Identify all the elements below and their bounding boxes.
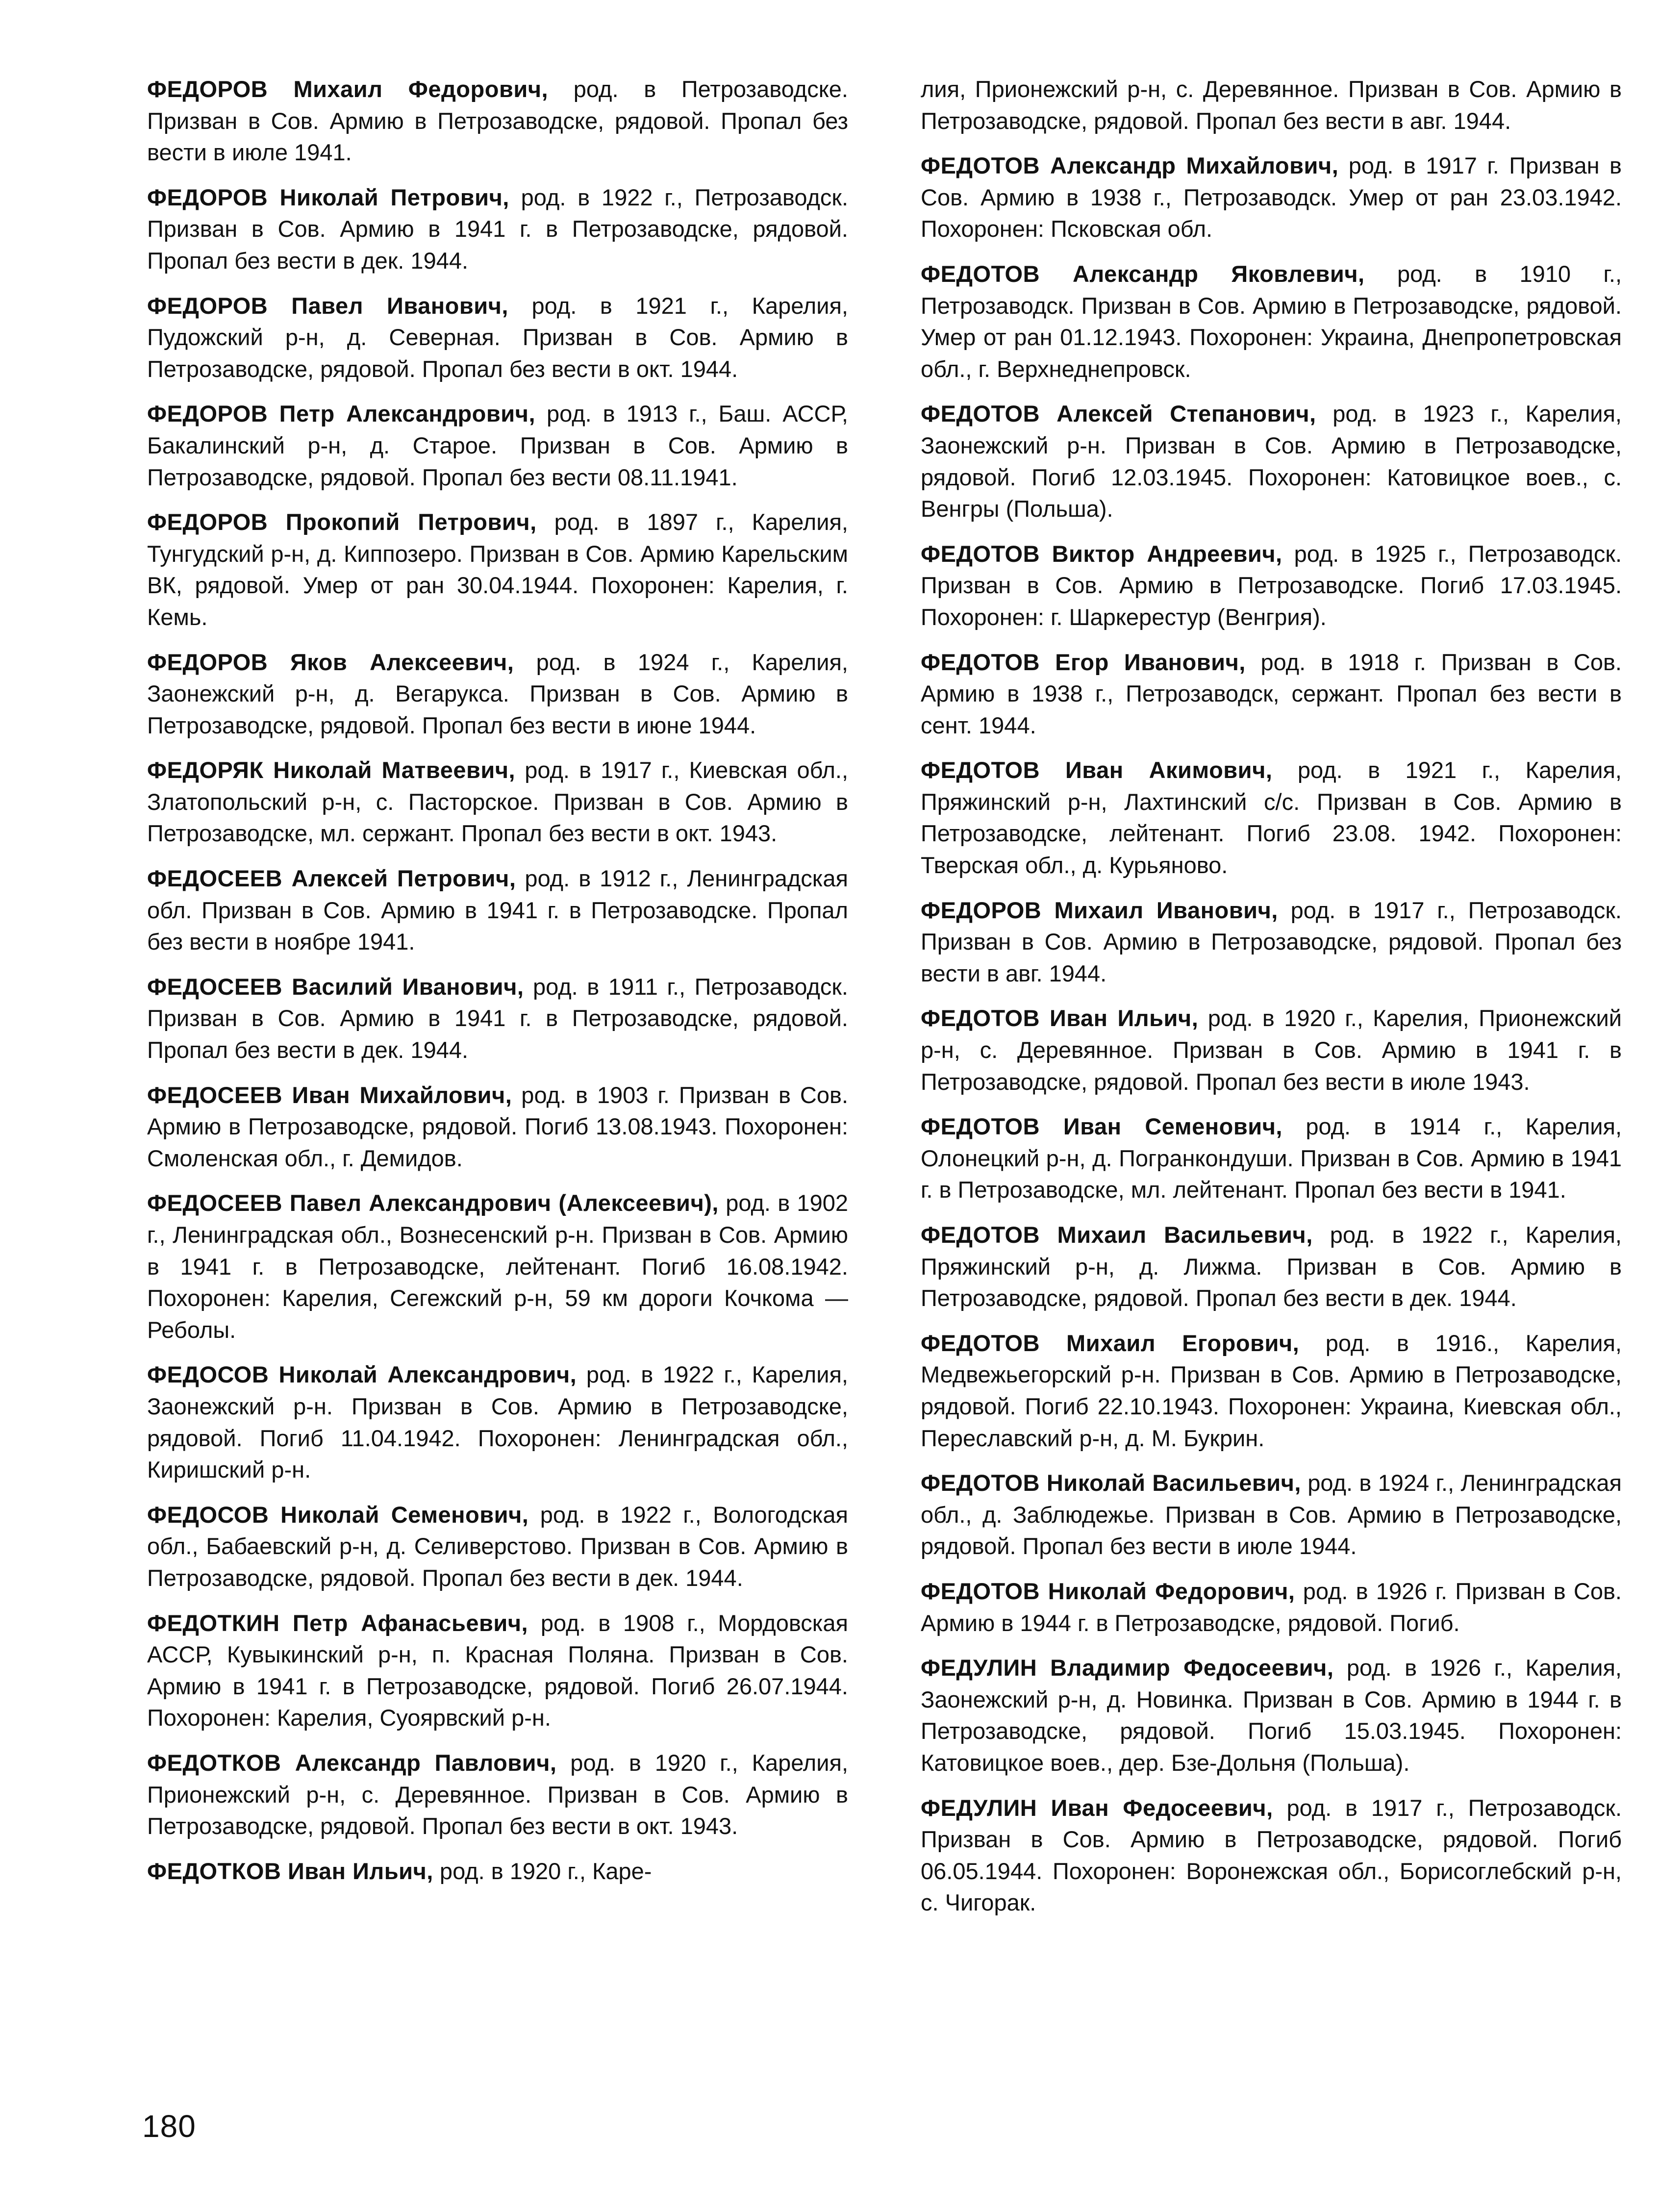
entry bbox=[147, 398, 848, 493]
entry-text: род. в Петрозаводске. Призван в Сов. Армию в Петрозаводске, рядовой. Пропал без вести в июле 1941. bbox=[147, 76, 848, 166]
entry bbox=[921, 1003, 1622, 1098]
entry-text: род. в 1926 г. Призван в Сов. Армию в 1944 г. в Петрозаводске, рядовой. Погиб. bbox=[921, 1578, 1622, 1636]
entry bbox=[921, 1467, 1622, 1562]
entry-text: род. в 1913 г., Баш. АССР, Бакалинский р-н, д. Старое. Призван в Сов. Армию в Петрозаводске, рядовой. Пропал без вести 08.11.1941. bbox=[147, 401, 848, 490]
entry-name: ФЕДОРОВ Михаил Иванович, bbox=[921, 897, 1278, 923]
entry bbox=[147, 506, 848, 633]
entry bbox=[147, 1499, 848, 1594]
entry-text: род. в 1916., Карелия, Медвежьегорский р-н. Призван в Сов. Армию в Петрозаводске, рядовой. Погиб 22.10.1943. Похоронен: Украина, Киевская обл., Переславский р-н, д. М. Букрин. bbox=[921, 1330, 1622, 1451]
entry bbox=[921, 1219, 1622, 1314]
entry-text: род. в 1922 г., Карелия, Заонежский р-н. Призван в Сов. Армию в Петрозаводске, рядовой. Погиб 11.04.1942. Похоронен: Ленинградская обл., Киришский р-н. bbox=[147, 1361, 848, 1483]
entry-name: ФЕДУЛИН Владимир Федосеевич, bbox=[921, 1655, 1334, 1681]
entry bbox=[921, 1111, 1622, 1206]
entry bbox=[921, 1652, 1622, 1779]
entry bbox=[921, 150, 1622, 245]
entry bbox=[921, 895, 1622, 990]
entry-text: род. в 1897 г., Карелия, Тунгудский р-н, д. Киппозеро. Призван в Сов. Армию Карельским ВК, рядовой. Умер от ран 30.04.1944. Похоронен: Карелия, г. Кемь. bbox=[147, 509, 848, 630]
entry-name: ФЕДОРЯК Николай Матвеевич, bbox=[147, 757, 516, 783]
entry bbox=[921, 258, 1622, 385]
entry-text: род. в 1914 г., Карелия, Олонецкий р-н, д. Погранкондуши. Призван в Сов. Армию в 1941 г. в Петрозаводске, мл. лейтенант. Пропал без вести в 1941. bbox=[921, 1113, 1622, 1203]
entry-text: род. в 1926 г., Карелия, Заонежский р-н, д. Новинка. Призван в Сов. Армию в 1944 г. в Петрозаводске, рядовой. Погиб 15.03.1945. Похоронен: Катовицкое воев., дер. Бзе-Дольня (Польша). bbox=[921, 1655, 1622, 1776]
entry bbox=[921, 398, 1622, 525]
entry-name: ФЕДОРОВ Михаил Федорович, bbox=[147, 76, 549, 102]
entry-text: род. в 1917 г., Петрозаводск. Призван в Сов. Армию в Петрозаводске, рядовой. Погиб 06.05.1944. Похоронен: Воронежская обл., Борисоглебский р-н, с. Чигорак. bbox=[921, 1794, 1622, 1916]
entry-name: ФЕДОТОВ Михаил Васильевич, bbox=[921, 1222, 1313, 1248]
page-number: 180 bbox=[142, 2109, 196, 2144]
left-column bbox=[147, 74, 848, 1900]
entry-text: род. в 1912 г., Ленинградская обл. Призван в Сов. Армию в 1941 г. в Петрозаводске. Пропал без вести в ноябре 1941. bbox=[147, 865, 848, 955]
entry-text: род. в 1918 г. Призван в Сов. Армию в 1938 г., Петрозаводск, сержант. Пропал без вести в сент. 1944. bbox=[921, 649, 1622, 738]
entry bbox=[147, 1187, 848, 1346]
entry bbox=[147, 290, 848, 385]
entry-text: род. в 1924 г., Карелия, Заонежский р-н, д. Вегарукса. Призван в Сов. Армию в Петрозаводске, рядовой. Пропал без вести в июне 1944. bbox=[147, 649, 848, 738]
entry bbox=[147, 1359, 848, 1485]
entry-name: ФЕДОТОВ Алексей Степанович, bbox=[921, 401, 1316, 427]
entry-name: ФЕДОТОВ Егор Иванович, bbox=[921, 649, 1246, 675]
entry-continuation: лия, Прионежский р-н, с. Деревянное. Призван в Сов. Армию в Петрозаводске, рядовой. Пропал без вести в авг. 1944. bbox=[921, 76, 1622, 134]
entry bbox=[921, 1792, 1622, 1919]
entry bbox=[147, 1856, 848, 1887]
entry-name: ФЕДОРОВ Прокопий Петрович, bbox=[147, 509, 537, 535]
entry-text: род. в 1923 г., Карелия, Заонежский р-н. Призван в Сов. Армию в Петрозаводске, рядовой. Погиб 12.03.1945. Похоронен: Катовицкое воев., с. Венгры (Польша). bbox=[921, 401, 1622, 522]
entry-name: ФЕДОРОВ Яков Алексеевич, bbox=[147, 649, 514, 675]
entry-text: род. в 1917 г. Призван в Сов. Армию в 1938 г., Петрозаводск. Умер от ран 23.03.1942. Похоронен: Псковская обл. bbox=[921, 152, 1622, 242]
entry-text: род. в 1920 г., Карелия, Прионежский р-н, с. Деревянное. Призван в Сов. Армию в Петрозаводске, рядовой. Пропал без вести в окт. 1943. bbox=[147, 1749, 848, 1839]
entry-text: род. в 1911 г., Петрозаводск. Призван в Сов. Армию в 1941 г. в Петрозаводске, рядовой. Пропал без вести в дек. 1944. bbox=[147, 973, 848, 1063]
entry bbox=[147, 647, 848, 742]
entry-name: ФЕДОТОВ Александр Яковлевич, bbox=[921, 260, 1365, 287]
entry-name: ФЕДОСЕЕВ Алексей Петрович, bbox=[147, 865, 516, 892]
entry-text: род. в 1920 г., Карелия, Прионежский р-н, с. Деревянное. Призван в Сов. Армию в 1941 г. в Петрозаводске, рядовой. Пропал без вести в июле 1943. bbox=[921, 1005, 1622, 1095]
entry-text: род. в 1917 г., Петрозаводск. Призван в Сов. Армию в Петрозаводске, рядовой. Пропал без вести в авг. 1944. bbox=[921, 897, 1622, 986]
entry bbox=[147, 971, 848, 1066]
entry-name: ФЕДОСЕЕВ Иван Михайлович, bbox=[147, 1081, 512, 1108]
entry-text: род. в 1902 г., Ленинградская обл., Вознесенский р-н. Призван в Сов. Армию в 1941 г. в Петрозаводске, лейтенант. Погиб 16.08.1942. Похоронен: Карелия, Сегежский р-н, 59 км дороги Кочкома — Реболы. bbox=[147, 1190, 848, 1343]
entry-text: род. в 1921 г., Карелия, Пряжинский р-н, Лахтинский с/с. Призван в Сов. Армию в Петрозаводске, лейтенант. Погиб 23.08. 1942. Похоронен: Тверская обл., д. Курьяново. bbox=[921, 757, 1622, 879]
entry bbox=[147, 182, 848, 277]
entry-name: ФЕДОТОВ Александр Михайлович, bbox=[921, 152, 1339, 179]
entry-name: ФЕДОТКОВ Иван Ильич, bbox=[147, 1858, 433, 1884]
entry-text: род. в 1920 г., Каре- bbox=[433, 1858, 652, 1884]
entry bbox=[147, 1747, 848, 1842]
entry bbox=[921, 1576, 1622, 1639]
entry-name: ФЕДОРОВ Николай Петрович, bbox=[147, 184, 509, 210]
entry-text: род. в 1910 г., Петрозаводск. Призван в Сов. Армию в Петрозаводске, рядовой. Умер от ран 01.12.1943. Похоронен: Украина, Днепропетровская обл., г. Верхнеднепровск. bbox=[921, 260, 1622, 382]
entry-text: род. в 1925 г., Петрозаводск. Призван в Сов. Армию в Петрозаводске. Погиб 17.03.1945. Похоронен: г. Шаркерестур (Венгрия). bbox=[921, 540, 1622, 630]
entry-text: род. в 1922 г., Петрозаводск. Призван в Сов. Армию в 1941 г. в Петрозаводске, рядовой. Пропал без вести в дек. 1944. bbox=[147, 184, 849, 274]
entry bbox=[921, 1328, 1622, 1454]
entry-text: род. в 1924 г., Ленинградская обл., д. Заблюдежье. Призван в Сов. Армию в Петрозаводске, рядовой. Пропал без вести в июле 1944. bbox=[921, 1470, 1622, 1559]
entry-name: ФЕДОТОВ Иван Семенович, bbox=[921, 1113, 1282, 1140]
entry-name: ФЕДОТОВ Михаил Егорович, bbox=[921, 1330, 1300, 1356]
entry-name: ФЕДОТОВ Николай Васильевич, bbox=[921, 1470, 1301, 1496]
entry-name: ФЕДОТОВ Виктор Андреевич, bbox=[921, 540, 1282, 567]
entry-name: ФЕДОТОВ Николай Федорович, bbox=[921, 1578, 1295, 1604]
entry-name: ФЕДОТКОВ Александр Павлович, bbox=[147, 1749, 557, 1776]
entry bbox=[147, 74, 848, 169]
entry-text: род. в 1921 г., Карелия, Пудожский р-н, д. Северная. Призван в Сов. Армию в Петрозаводске, рядовой. Пропал без вести в окт. 1944. bbox=[147, 292, 848, 382]
entry-text: род. в 1917 г., Киевская обл., Златопольский р-н, с. Пасторское. Призван в Сов. Армию в Петрозаводске, мл. сержант. Пропал без вести в окт. 1943. bbox=[147, 757, 848, 847]
entry-name: ФЕДОСОВ Николай Александрович, bbox=[147, 1361, 577, 1388]
entry-name: ФЕДУЛИН Иван Федосеевич, bbox=[921, 1794, 1273, 1821]
entry bbox=[147, 863, 848, 958]
entry bbox=[147, 1080, 848, 1175]
entry bbox=[921, 754, 1622, 881]
entry-name: ФЕДОРОВ Петр Александрович, bbox=[147, 401, 536, 427]
entry-name: ФЕДОСОВ Николай Семенович, bbox=[147, 1501, 529, 1528]
entry-text: род. в 1903 г. Призван в Сов. Армию в Петрозаводске, рядовой. Погиб 13.08.1943. Похоронен: Смоленская обл., г. Демидов. bbox=[147, 1081, 849, 1171]
entry-text: род. в 1922 г., Карелия, Пряжинский р-н, д. Лижма. Призван в Сов. Армию в Петрозаводске, рядовой. Пропал без вести в дек. 1944. bbox=[921, 1222, 1622, 1311]
entry-text: род. в 1922 г., Вологодская обл., Бабаевский р-н, д. Селиверстово. Призван в Сов. Армию в Петрозаводске, рядовой. Пропал без вести в дек. 1944. bbox=[147, 1501, 848, 1591]
right-column bbox=[921, 74, 1622, 1932]
entry-name: ФЕДОСЕЕВ Василий Иванович, bbox=[147, 973, 524, 1000]
entry bbox=[147, 1608, 848, 1734]
entry-name: ФЕДОТКИН Петр Афанасьевич, bbox=[147, 1609, 528, 1636]
entry bbox=[921, 647, 1622, 742]
entry bbox=[147, 754, 848, 850]
entry-name: ФЕДОРОВ Павел Иванович, bbox=[147, 292, 508, 319]
entry-text: род. в 1908 г., Мордовская АССР, Кувыкинский р-н, п. Красная Поляна. Призван в Сов. Армию в 1941 г. в Петрозаводске, рядовой. Погиб 26.07.1944. Похоронен: Карелия, Суоярвский р-н. bbox=[147, 1609, 848, 1731]
entry-name: ФЕДОТОВ Иван Ильич, bbox=[921, 1005, 1199, 1031]
entry-name: ФЕДОТОВ Иван Акимович, bbox=[921, 757, 1273, 783]
entry bbox=[921, 538, 1622, 633]
entry-name: ФЕДОСЕЕВ Павел Александрович (Алексеевич), bbox=[147, 1190, 719, 1216]
